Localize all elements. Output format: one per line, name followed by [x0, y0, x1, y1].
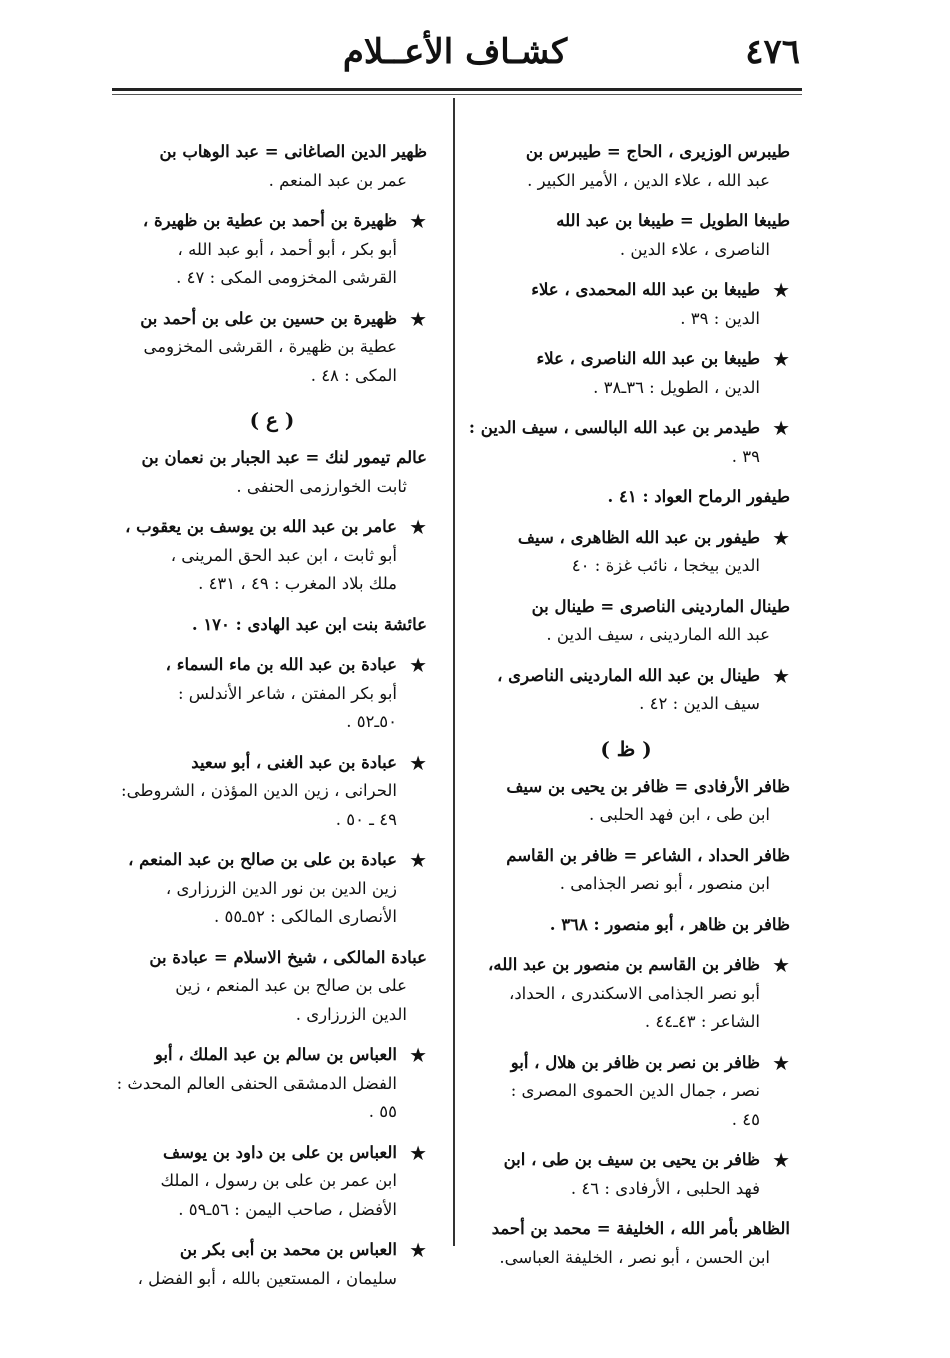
index-entry	[462, 911, 790, 940]
entry-line: الفضل الدمشقى الحنفى العالم المحدث :	[116, 1073, 397, 1093]
index-entry	[117, 138, 427, 195]
header-rule-thin	[112, 94, 802, 95]
star-icon: ★	[772, 347, 790, 371]
index-entry	[117, 305, 427, 391]
entry-line: الدين بيخجا ، نائب غزة : ٤٠	[571, 556, 760, 575]
entry-line: الناصرى ، علاء الدين .	[619, 239, 770, 259]
entry-line: ظهيرة بن حسين بن على بن أحمد بن	[140, 308, 397, 328]
entry-line: طينال الماردينى الناصرى = طينال بن	[531, 596, 790, 616]
page-header	[110, 30, 800, 86]
entry-line: على بن صالح بن عبد المنعم ، زين	[175, 976, 407, 995]
right-column	[462, 138, 790, 1284]
star-icon: ★	[409, 750, 427, 775]
entry-line: أبو نصر الجذامى الاسكندرى ، الحداد،	[509, 983, 760, 1003]
entry-line: ابن منصور ، أبو نصر الجذامى .	[559, 874, 770, 893]
page-number: ٤٧٦	[745, 32, 800, 72]
index-entry	[462, 593, 790, 650]
entry-line: ٤٥ .	[731, 1109, 760, 1129]
index-entry	[462, 207, 790, 264]
index-entry	[462, 1049, 790, 1135]
entry-line: أبو بكر ، أبو أحمد ، أبو عبد الله ،	[177, 239, 397, 259]
entry-line: سليمان ، المستعين بالله ، أبو الفضل ،	[137, 1268, 397, 1288]
index-entry	[462, 276, 790, 333]
entry-line: ظهير الدين الصاغانى = عبد الوهاب بن	[159, 142, 427, 161]
letter-heading: ( ظ )	[600, 736, 652, 761]
entry-line: فهد الحلبى ، الأرفادى : ٤٦ .	[570, 1178, 760, 1198]
entry-line: المكى : ٤٨ .	[310, 365, 397, 385]
running-title: كشـاف الأعــلام	[342, 32, 568, 72]
index-entry	[462, 773, 790, 830]
entry-line: ٥٠ـ٥٢ .	[346, 712, 397, 731]
entry-line: ظافر الحداد ، الشاعر = ظافر بن القاسم	[506, 845, 790, 865]
star-icon: ★	[409, 1140, 427, 1165]
left-column	[117, 138, 427, 1305]
entry-line: طيفور بن عبد الله الظاهرى ، سيف	[517, 527, 760, 547]
entry-line: طيفور الرماح العواد : ٤١ .	[607, 487, 790, 506]
entry-line: عامر بن عبد الله بن يوسف بن يعقوب ،	[125, 517, 397, 536]
index-entry	[117, 846, 427, 932]
index-entry	[117, 651, 427, 737]
entry-line: عبادة بن على بن صالح بن عبد المنعم ،	[128, 850, 397, 869]
star-icon: ★	[772, 525, 790, 550]
entry-line: القرشى المخزومى المكى : ٤٧ .	[176, 268, 397, 287]
entry-line: ٣٩ .	[731, 446, 760, 466]
entry-line: أبو بكر المفتن ، شاعر الأندلس :	[177, 683, 397, 703]
index-entry	[462, 951, 790, 1037]
entry-line: طيبرس الوزيرى ، الحاج = طيبرس بن	[525, 142, 790, 161]
index-entry	[462, 662, 790, 719]
entry-line: نصر ، جمال الدين الحموى المصرى :	[510, 1081, 760, 1100]
column-divider	[453, 98, 455, 1246]
index-entry	[117, 1139, 427, 1225]
entry-line: ثابت الخوارزمى الحنفى .	[236, 476, 407, 496]
entry-line: العباس بن محمد بن أبى بكر بن	[179, 1240, 397, 1259]
entry-line: طيبغا الطويل = طيبغا بن عبد الله	[556, 211, 790, 230]
index-entry	[462, 483, 790, 512]
entry-line: ملك بلاد المغرب : ٤٩ ، ٤٣١ .	[198, 574, 397, 593]
entry-line: الحرانى ، زين الدين المؤذن ، الشروطى:	[121, 781, 397, 800]
entry-line: عبد الله الماردينى ، سيف الدين .	[546, 625, 770, 644]
entry-line: الأنصارى المالكى : ٥٢ـ٥٥ .	[214, 907, 397, 926]
index-entry	[117, 444, 427, 501]
entry-line: الظاهر بأمر الله ، الخليفة = محمد بن أحمد	[491, 1219, 790, 1238]
entry-line: ظافر بن ظاهر ، أبو منصور : ٣٦٨ .	[549, 914, 790, 934]
index-entry	[462, 1215, 790, 1272]
index-entry	[462, 414, 790, 471]
star-icon: ★	[409, 1238, 427, 1262]
entry-line: الدين الزرزارى .	[295, 1004, 407, 1024]
star-icon: ★	[409, 1043, 427, 1067]
entry-line: زين الدين بن نور الدين الزرزارى ،	[165, 878, 397, 898]
entry-line: طيدمر بن عبد الله البالسى ، سيف الدين :	[468, 418, 760, 437]
index-entry	[462, 842, 790, 899]
entry-line: أبو ثابت ، ابن عبد الحق المرينى ،	[170, 545, 397, 565]
index-entry	[117, 1236, 427, 1293]
star-icon: ★	[409, 653, 427, 677]
entry-line: ظافر بن القاسم بن منصور بن عبد الله،	[488, 955, 760, 974]
entry-line: ظافر بن يحيى بن سيف بن طى ، ابن	[503, 1150, 760, 1169]
star-icon: ★	[409, 515, 427, 539]
entry-line: عطية بن ظهيرة ، القرشى المخزومى	[143, 337, 397, 356]
index-entry	[117, 749, 427, 835]
entry-line: عمر بن عبد المنعم .	[268, 170, 407, 190]
index-entry	[462, 1146, 790, 1203]
entry-line: ٥٥ .	[368, 1102, 397, 1121]
star-icon: ★	[772, 1050, 790, 1075]
index-entry	[117, 1041, 427, 1127]
letter-heading: ( ع )	[249, 408, 295, 432]
entry-line: عالم تيمور لنك = عبد الجبار بن نعمان بن	[141, 448, 427, 467]
star-icon: ★	[772, 663, 790, 688]
entry-line: طيبغا بن عبد الله المحمدى ، علاء	[531, 280, 760, 299]
star-icon: ★	[409, 209, 427, 233]
entry-line: ابن الحسن ، أبو نصر ، الخليفة العباسى.	[499, 1247, 770, 1267]
entry-line: ظهيرة بن أحمد بن عطية بن ظهيرة ،	[142, 211, 397, 230]
index-entry	[117, 207, 427, 293]
entry-line: طيبغا بن عبد الله الناصرى ، علاء	[536, 349, 760, 368]
star-icon: ★	[409, 848, 427, 872]
entry-line: عبادة المالكى ، شيخ الاسلام = عبادة بن	[149, 947, 427, 967]
entry-line: العباس بن سالم بن عبد الملك ، أبو	[154, 1045, 397, 1064]
entry-line: طينال بن عبد الله الماردينى الناصرى ،	[497, 665, 760, 685]
entry-line: ظافر بن نصر بن ظافر بن هلال ، أبو	[510, 1052, 760, 1072]
entry-line: الدين ، الطويل : ٣٦ـ٣٨ .	[593, 377, 760, 397]
entry-line: عبادة بن عبد الغنى ، أبو سعيد	[191, 752, 397, 772]
star-icon: ★	[772, 278, 790, 302]
star-icon: ★	[409, 306, 427, 331]
index-entry	[462, 524, 790, 581]
index-entry	[117, 944, 427, 1030]
entry-line: ابن طى ، ابن فهد الحلبى .	[588, 805, 770, 824]
star-icon: ★	[772, 953, 790, 977]
entry-line: ابن عمر بن على بن رسول ، الملك	[160, 1171, 397, 1190]
index-entry	[117, 513, 427, 599]
entry-line: عبد الله ، علاء الدين ، الأمير الكبير .	[527, 170, 770, 190]
entry-line: ظافر الأرفادى = ظافر بن يحيى بن سيف	[506, 776, 790, 796]
entry-line: الأفضل ، صاحب اليمن : ٥٦ـ٥٩ .	[178, 1199, 397, 1219]
index-entry	[462, 345, 790, 402]
entry-line: الشاعر : ٤٣ـ٤٤ .	[644, 1012, 760, 1031]
entry-line: سيف الدين : ٤٢ .	[639, 694, 760, 713]
index-entry	[117, 611, 427, 640]
header-rule	[112, 88, 802, 91]
star-icon: ★	[772, 1148, 790, 1172]
entry-line: عائشة بنت ابن عبد الهادى : ١٧٠ .	[191, 614, 427, 634]
entry-line: ٤٩ ـ ٥٠ .	[335, 809, 397, 829]
entry-line: عبادة بن عبد الله بن ماء السماء ،	[165, 655, 397, 674]
entry-line: العباس بن على بن داود بن يوسف	[163, 1142, 397, 1162]
entry-line: الدين : ٣٩ .	[680, 308, 760, 328]
index-entry	[462, 138, 790, 195]
star-icon: ★	[772, 416, 790, 440]
